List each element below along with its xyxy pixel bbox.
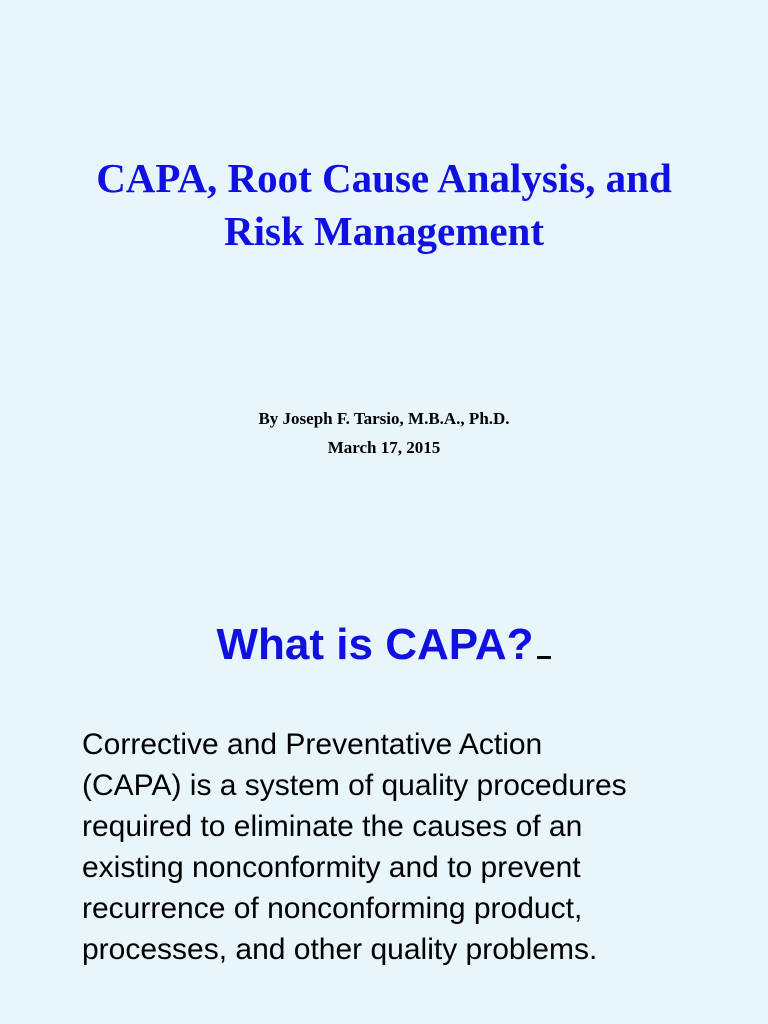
title-line: Risk Management: [223, 208, 544, 254]
paragraph-line: (CAPA) is a system of quality procedures: [82, 769, 627, 802]
slide-heading: [0, 617, 768, 673]
paragraph-line: recurrence of nonconforming product,: [82, 892, 583, 925]
trailing-underline: [537, 656, 551, 659]
author: By Joseph F. Tarsio, M.B.A., Ph.D.: [258, 409, 510, 428]
slide-heading-text: What is CAPA?: [216, 620, 534, 669]
presentation-title: [0, 152, 768, 258]
title-line: CAPA, Root Cause Analysis, and: [96, 155, 672, 201]
byline: [0, 404, 768, 462]
definition-slide: [0, 520, 768, 1024]
paragraph-line: existing nonconformity and to prevent: [82, 851, 581, 884]
paragraph-line: Corrective and Preventative Action: [82, 728, 543, 761]
presentation-date: March 17, 2015: [327, 438, 441, 457]
definition-paragraph: [82, 724, 722, 970]
paragraph-line: processes, and other quality problems.: [82, 933, 598, 966]
paragraph-line: required to eliminate the causes of an: [82, 810, 583, 843]
